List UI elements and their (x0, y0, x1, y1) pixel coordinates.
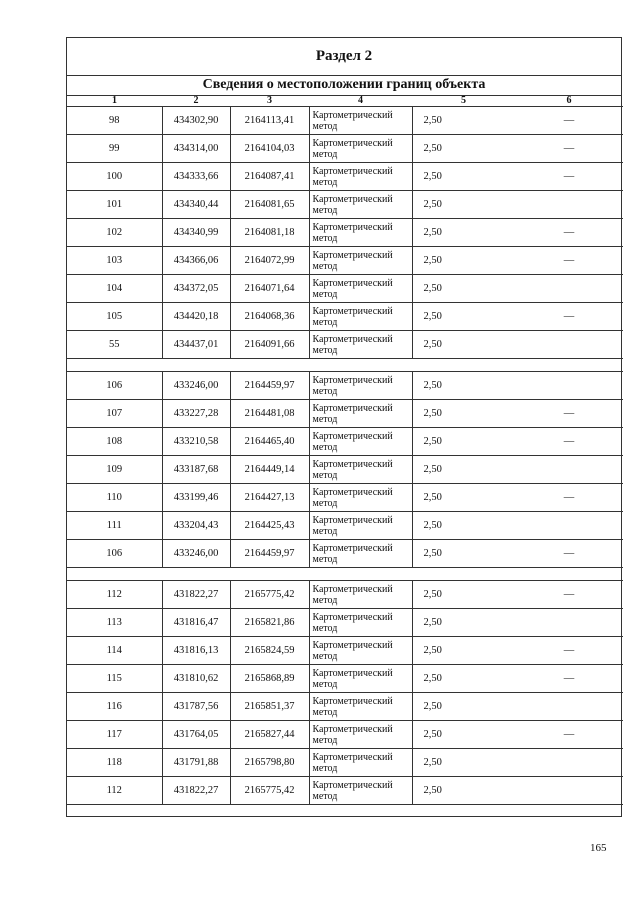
point-number: 112 (67, 777, 162, 805)
accuracy-cell: 2,50 (412, 400, 515, 428)
point-number: 112 (67, 581, 162, 609)
table-row (67, 693, 623, 721)
note-cell: — (515, 303, 623, 331)
accuracy-cell: 2,50 (412, 609, 515, 637)
note-cell: — (515, 400, 623, 428)
accuracy-cell: 2,50 (412, 219, 515, 247)
accuracy-cell: 2,50 (412, 721, 515, 749)
accuracy-cell: 2,50 (412, 247, 515, 275)
accuracy-cell: 2,50 (412, 163, 515, 191)
method-cell: Картометрический метод (309, 693, 412, 721)
coordinate-y: 2164072,99 (230, 247, 309, 275)
table-row (67, 163, 623, 191)
coordinate-y: 2164091,66 (230, 331, 309, 359)
table-row (67, 135, 623, 163)
table-row (67, 609, 623, 637)
coordinate-y: 2164068,36 (230, 303, 309, 331)
note-cell: — (515, 163, 623, 191)
coordinate-y: 2164465,40 (230, 428, 309, 456)
note-cell: — (515, 247, 623, 275)
accuracy-cell: 2,50 (412, 303, 515, 331)
coordinate-y: 2164081,18 (230, 219, 309, 247)
coordinate-y: 2164104,03 (230, 135, 309, 163)
method-cell: Картометрический метод (309, 609, 412, 637)
point-number: 55 (67, 331, 162, 359)
point-number: 108 (67, 428, 162, 456)
coordinate-x: 431787,56 (162, 693, 230, 721)
coordinate-y: 2165798,80 (230, 749, 309, 777)
note-cell: — (515, 484, 623, 512)
coordinate-x: 434420,18 (162, 303, 230, 331)
method-cell: Картометрический метод (309, 219, 412, 247)
method-cell: Картометрический метод (309, 456, 412, 484)
coordinate-x: 433204,43 (162, 512, 230, 540)
table-row (67, 428, 623, 456)
accuracy-cell: 2,50 (412, 191, 515, 219)
group-separator-row (67, 359, 623, 372)
point-number: 102 (67, 219, 162, 247)
note-cell: — (515, 721, 623, 749)
note-cell: — (515, 637, 623, 665)
section-title: Раздел 2 (67, 38, 621, 76)
note-cell (515, 331, 623, 359)
accuracy-cell: 2,50 (412, 456, 515, 484)
coordinate-x: 431822,27 (162, 581, 230, 609)
point-number: 104 (67, 275, 162, 303)
coordinate-x: 434314,00 (162, 135, 230, 163)
note-cell (515, 191, 623, 219)
table-row (67, 581, 623, 609)
coordinate-x: 433199,46 (162, 484, 230, 512)
accuracy-cell: 2,50 (412, 372, 515, 400)
note-cell (515, 512, 623, 540)
note-cell (515, 693, 623, 721)
coordinate-y: 2165821,86 (230, 609, 309, 637)
point-number: 117 (67, 721, 162, 749)
note-cell: — (515, 107, 623, 135)
section-subtitle: Сведения о местоположении границ объекта (67, 75, 621, 96)
coordinate-x: 433210,58 (162, 428, 230, 456)
table-body (67, 107, 623, 805)
coordinate-x: 433246,00 (162, 540, 230, 568)
column-header-row (67, 95, 623, 107)
coordinate-y: 2164071,64 (230, 275, 309, 303)
point-number: 103 (67, 247, 162, 275)
table-row (67, 721, 623, 749)
method-cell: Картометрический метод (309, 372, 412, 400)
note-cell: — (515, 665, 623, 693)
table-row (67, 107, 623, 135)
note-cell (515, 372, 623, 400)
coordinate-x: 434366,06 (162, 247, 230, 275)
boundary-table (67, 95, 623, 805)
accuracy-cell: 2,50 (412, 637, 515, 665)
note-cell (515, 456, 623, 484)
point-number: 99 (67, 135, 162, 163)
table-row (67, 637, 623, 665)
point-number: 101 (67, 191, 162, 219)
point-number: 118 (67, 749, 162, 777)
method-cell: Картометрический метод (309, 777, 412, 805)
method-cell: Картометрический метод (309, 275, 412, 303)
table-row (67, 247, 623, 275)
table-row (67, 540, 623, 568)
method-cell: Картометрический метод (309, 303, 412, 331)
coordinate-x: 434333,66 (162, 163, 230, 191)
note-cell: — (515, 581, 623, 609)
coordinate-y: 2164427,13 (230, 484, 309, 512)
note-cell: — (515, 428, 623, 456)
coordinate-y: 2164113,41 (230, 107, 309, 135)
coordinate-x: 431810,62 (162, 665, 230, 693)
table-row (67, 191, 623, 219)
coordinate-x: 433187,68 (162, 456, 230, 484)
table-row (67, 400, 623, 428)
point-number: 106 (67, 540, 162, 568)
coordinate-y: 2165775,42 (230, 777, 309, 805)
point-number: 109 (67, 456, 162, 484)
method-cell: Картометрический метод (309, 247, 412, 275)
coordinate-y: 2165775,42 (230, 581, 309, 609)
accuracy-cell: 2,50 (412, 331, 515, 359)
accuracy-cell: 2,50 (412, 135, 515, 163)
coordinate-x: 434340,99 (162, 219, 230, 247)
point-number: 100 (67, 163, 162, 191)
coordinate-y: 2164087,41 (230, 163, 309, 191)
method-cell: Картометрический метод (309, 331, 412, 359)
coordinate-y: 2164081,65 (230, 191, 309, 219)
table-row (67, 372, 623, 400)
coordinate-y: 2165851,37 (230, 693, 309, 721)
table-row (67, 456, 623, 484)
group-separator-row (67, 568, 623, 581)
coordinate-y: 2165868,89 (230, 665, 309, 693)
table-row (67, 303, 623, 331)
accuracy-cell: 2,50 (412, 749, 515, 777)
coordinate-y: 2164449,14 (230, 456, 309, 484)
coordinate-x: 431791,88 (162, 749, 230, 777)
method-cell: Картометрический метод (309, 749, 412, 777)
table-row (67, 331, 623, 359)
note-cell (515, 777, 623, 805)
method-cell: Картометрический метод (309, 428, 412, 456)
method-cell: Картометрический метод (309, 665, 412, 693)
page-number: 165 (590, 842, 607, 854)
note-cell: — (515, 540, 623, 568)
point-number: 115 (67, 665, 162, 693)
coordinate-x: 433227,28 (162, 400, 230, 428)
method-cell: Картометрический метод (309, 484, 412, 512)
point-number: 111 (67, 512, 162, 540)
accuracy-cell: 2,50 (412, 581, 515, 609)
coordinate-y: 2165824,59 (230, 637, 309, 665)
method-cell: Картометрический метод (309, 163, 412, 191)
point-number: 106 (67, 372, 162, 400)
table-row (67, 512, 623, 540)
note-cell (515, 275, 623, 303)
accuracy-cell: 2,50 (412, 693, 515, 721)
note-cell (515, 749, 623, 777)
coordinate-x: 434340,44 (162, 191, 230, 219)
point-number: 107 (67, 400, 162, 428)
coordinate-x: 431816,13 (162, 637, 230, 665)
method-cell: Картометрический метод (309, 135, 412, 163)
method-cell: Картометрический метод (309, 637, 412, 665)
accuracy-cell: 2,50 (412, 428, 515, 456)
note-cell (515, 609, 623, 637)
column-header-6: 6 (515, 95, 623, 107)
table-row (67, 777, 623, 805)
table-row (67, 665, 623, 693)
method-cell: Картометрический метод (309, 512, 412, 540)
column-header-3: 3 (230, 95, 309, 107)
group-separator-cell (67, 568, 623, 581)
coordinate-y: 2164459,97 (230, 372, 309, 400)
point-number: 113 (67, 609, 162, 637)
coordinate-x: 434302,90 (162, 107, 230, 135)
coordinate-x: 431816,47 (162, 609, 230, 637)
method-cell: Картометрический метод (309, 721, 412, 749)
method-cell: Картометрический метод (309, 540, 412, 568)
coordinate-x: 434372,05 (162, 275, 230, 303)
accuracy-cell: 2,50 (412, 484, 515, 512)
table-row (67, 275, 623, 303)
method-cell: Картометрический метод (309, 191, 412, 219)
accuracy-cell: 2,50 (412, 275, 515, 303)
method-cell: Картометрический метод (309, 581, 412, 609)
method-cell: Картометрический метод (309, 107, 412, 135)
coordinate-y: 2165827,44 (230, 721, 309, 749)
accuracy-cell: 2,50 (412, 512, 515, 540)
point-number: 98 (67, 107, 162, 135)
coordinate-x: 431764,05 (162, 721, 230, 749)
note-cell: — (515, 135, 623, 163)
table-row (67, 484, 623, 512)
point-number: 114 (67, 637, 162, 665)
column-header-5: 5 (412, 95, 515, 107)
accuracy-cell: 2,50 (412, 777, 515, 805)
accuracy-cell: 2,50 (412, 107, 515, 135)
column-header-4: 4 (309, 95, 412, 107)
coordinate-y: 2164459,97 (230, 540, 309, 568)
point-number: 116 (67, 693, 162, 721)
point-number: 110 (67, 484, 162, 512)
document-frame (66, 37, 622, 817)
accuracy-cell: 2,50 (412, 665, 515, 693)
coordinate-y: 2164481,08 (230, 400, 309, 428)
accuracy-cell: 2,50 (412, 540, 515, 568)
coordinate-x: 431822,27 (162, 777, 230, 805)
note-cell: — (515, 219, 623, 247)
table-row (67, 749, 623, 777)
point-number: 105 (67, 303, 162, 331)
coordinate-x: 434437,01 (162, 331, 230, 359)
coordinate-x: 433246,00 (162, 372, 230, 400)
column-header-1: 1 (67, 95, 162, 107)
coordinate-y: 2164425,43 (230, 512, 309, 540)
method-cell: Картометрический метод (309, 400, 412, 428)
group-separator-cell (67, 359, 623, 372)
table-row (67, 219, 623, 247)
column-header-2: 2 (162, 95, 230, 107)
